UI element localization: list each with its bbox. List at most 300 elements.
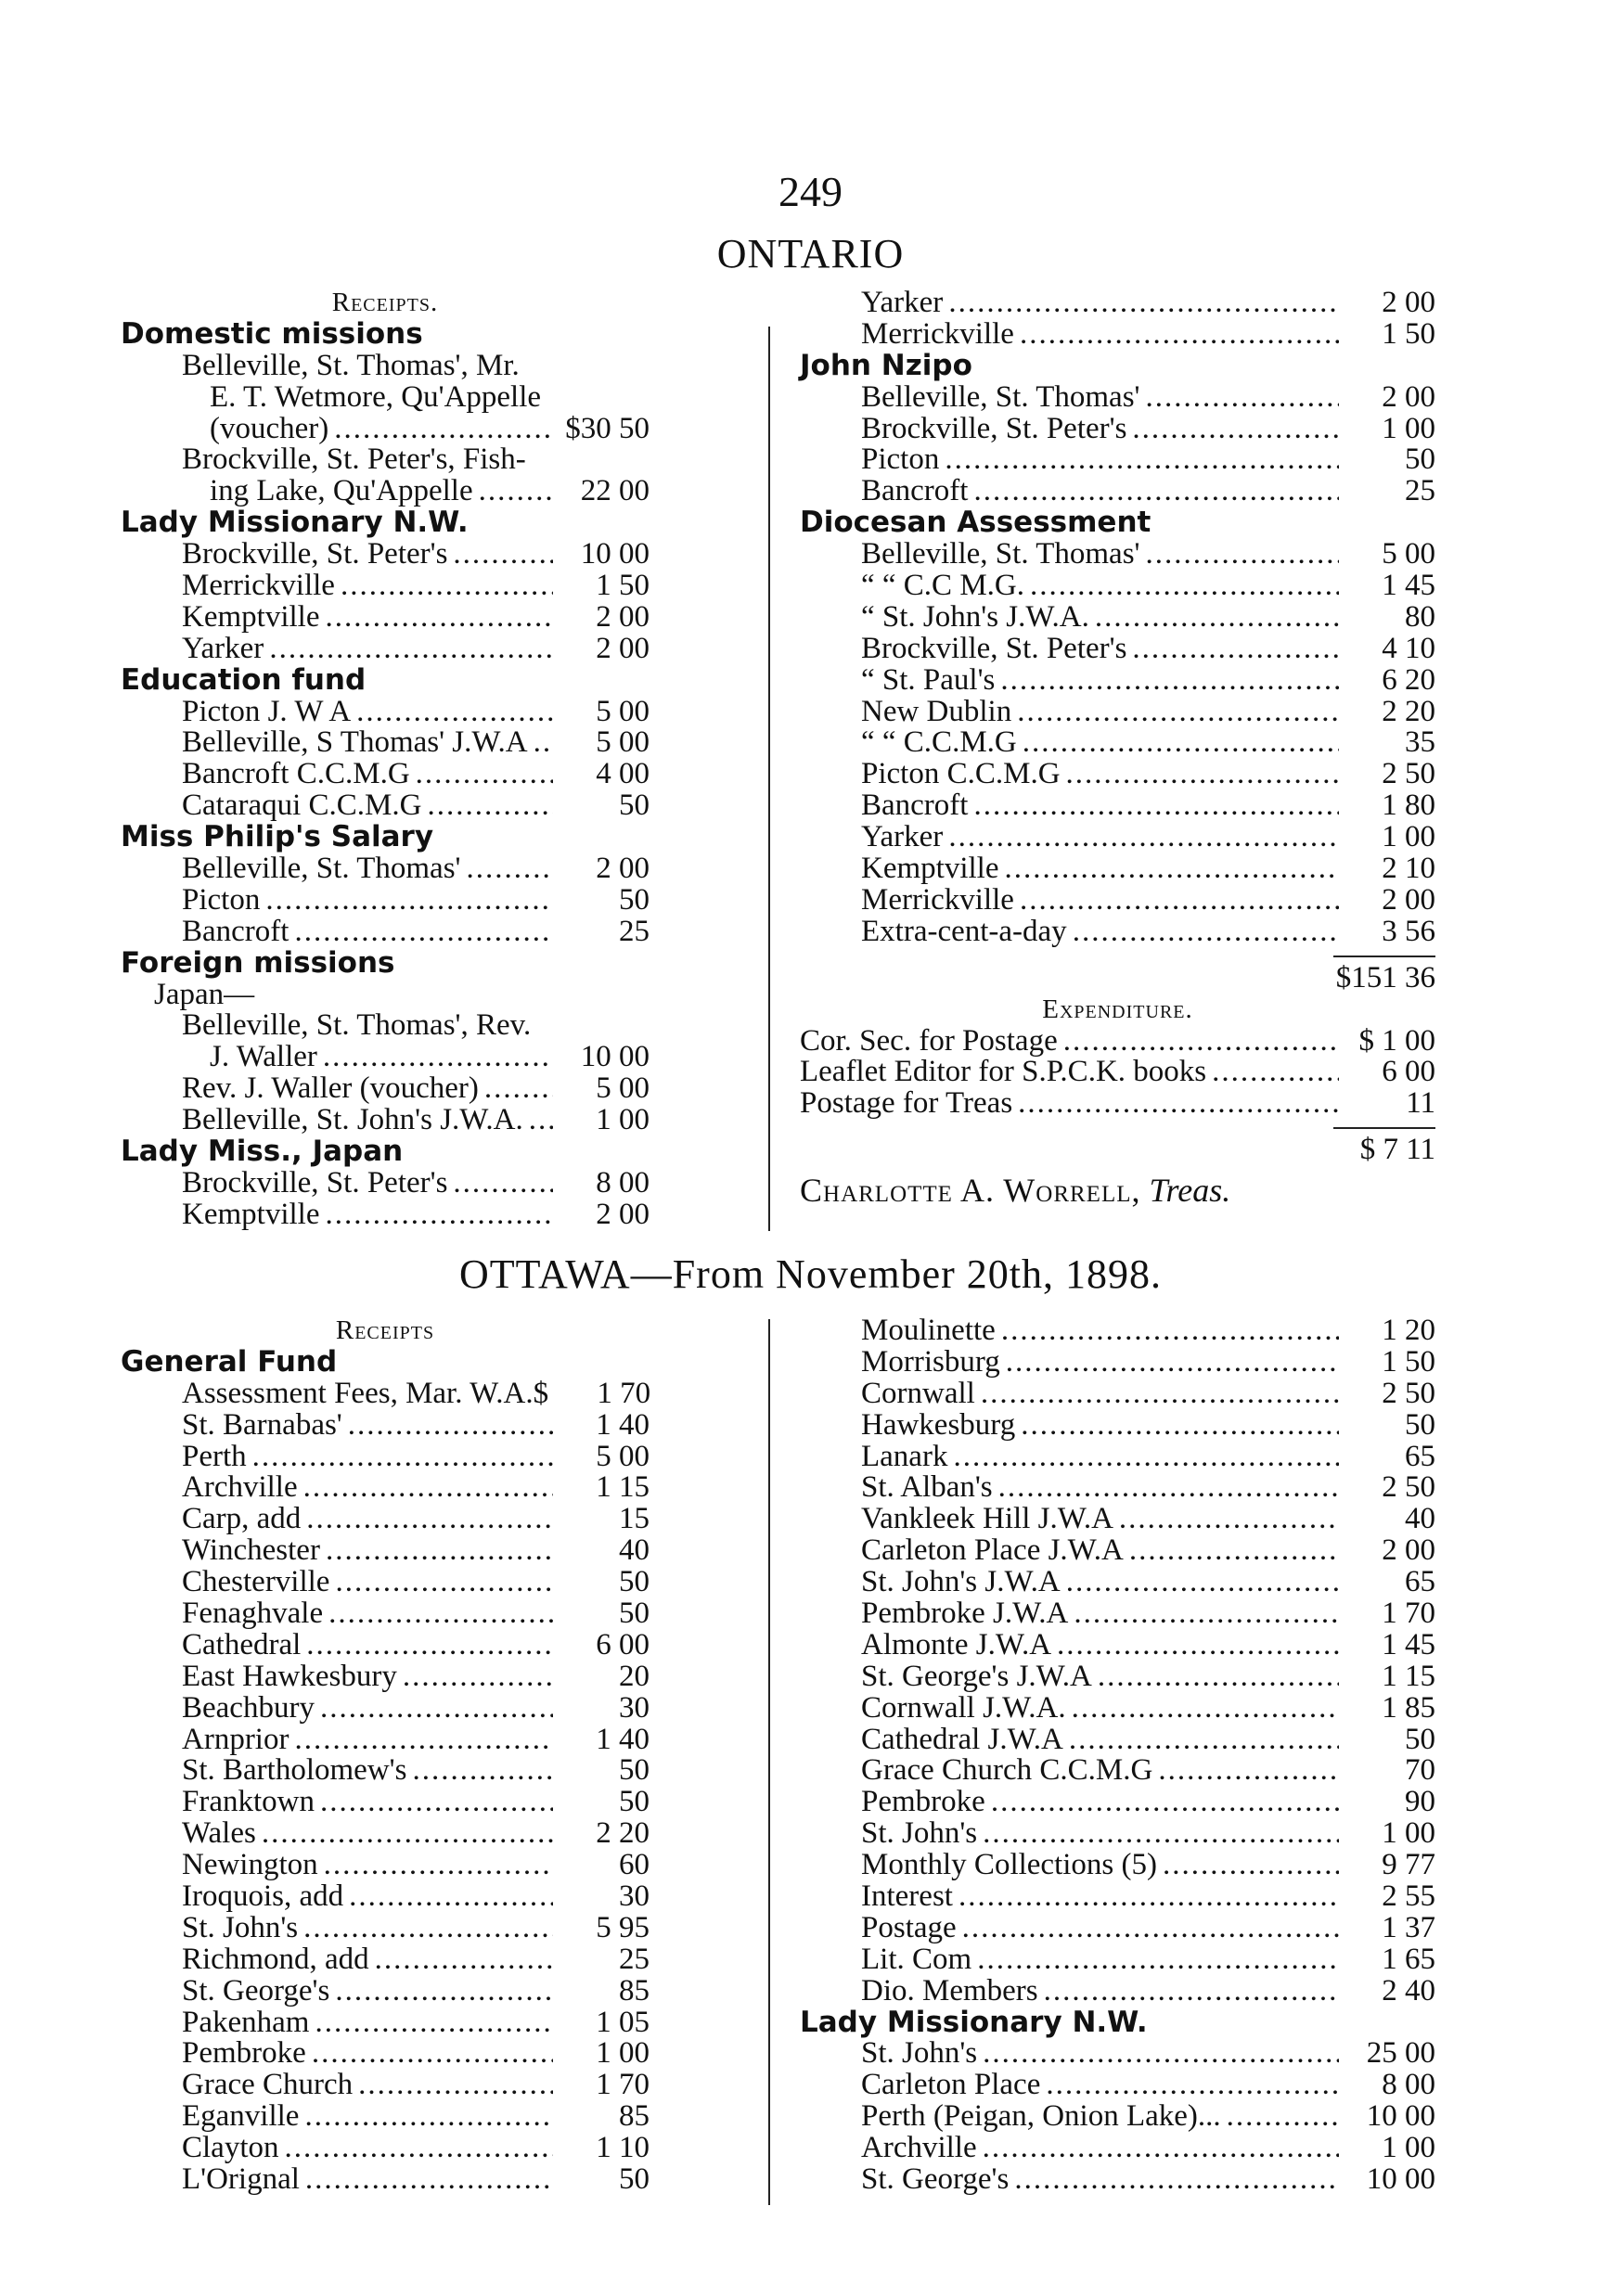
- entry-label: Fenaghvale: [182, 1597, 324, 1631]
- ledger-row: [121, 411, 650, 445]
- entry-label: Kemptville: [861, 852, 999, 886]
- leader-dots: [948, 822, 1339, 853]
- entry-label: Brockville, St. Peter's: [182, 537, 448, 571]
- ledger-row: [121, 1567, 650, 1598]
- entry-amount: 9 77: [1382, 1848, 1435, 1882]
- ledger-row: [800, 1567, 1435, 1598]
- leader-dots: [1132, 634, 1339, 665]
- leader-dots: [265, 885, 553, 917]
- entry-amount: 5 00: [596, 1071, 650, 1106]
- ledger-row: [800, 1850, 1435, 1881]
- entry-label: Franktown: [182, 1785, 315, 1819]
- ledger-row: [121, 2133, 650, 2164]
- ledger-row: [800, 1088, 1435, 1120]
- entry-amount: 1 45: [1382, 1627, 1435, 1661]
- ledger-row: [800, 1787, 1435, 1818]
- entry-label: Chesterville: [182, 1565, 330, 1599]
- ledger-row: [121, 1627, 650, 1661]
- leader-dots: [998, 1472, 1339, 1504]
- leader-dots: [356, 697, 553, 728]
- leader-dots: [334, 414, 553, 445]
- entry-label: Grace Church C.C.M.G: [861, 1753, 1153, 1788]
- entry-label: Brockville, St. Peter's: [861, 411, 1127, 445]
- ledger-row: [800, 759, 1435, 790]
- ledger-row: [121, 1787, 650, 1818]
- ledger-row: [800, 1376, 1435, 1410]
- leader-dots: [294, 1725, 553, 1756]
- entry-label: Cathedral: [182, 1627, 302, 1661]
- ledger-row: [121, 1755, 650, 1787]
- entry-label: Picton: [182, 882, 261, 917]
- leader-dots: [1004, 853, 1339, 885]
- leader-dots: [1072, 1693, 1339, 1725]
- ledger-row: [121, 1010, 650, 1042]
- ledger-row: [121, 571, 650, 602]
- ledger-row: [121, 1661, 650, 1693]
- entry-label: E. T. Wetmore, Qu'Appelle: [210, 379, 542, 414]
- entry-label: J. Waller: [210, 1040, 317, 1074]
- entry-amount: 1 80: [1382, 789, 1435, 823]
- entry-label: Almonte J.W.A: [861, 1627, 1052, 1661]
- ledger-row: [121, 599, 650, 634]
- entry-amount: 85: [619, 1973, 650, 2007]
- entry-amount: 15: [619, 1502, 650, 1536]
- entry-amount: 4 10: [1382, 631, 1435, 665]
- leader-dots: [1069, 1725, 1339, 1756]
- entry-amount: 1 65: [1382, 1942, 1435, 1976]
- total-block: [800, 1127, 1435, 1166]
- entry-amount: 25: [619, 1942, 650, 1976]
- ledger-row: [121, 694, 650, 728]
- entry-label: Pembroke J.W.A: [861, 1597, 1069, 1631]
- entry-label: Eganville: [182, 2099, 300, 2134]
- entry-amount: 8 00: [1382, 2068, 1435, 2102]
- entry-amount: 90: [1405, 1785, 1435, 1819]
- leader-dots: [1030, 571, 1339, 602]
- entry-amount: 1 40: [596, 1407, 650, 1442]
- ledger-row: [121, 759, 650, 790]
- entry-label: Pakenham: [182, 2005, 310, 2039]
- leader-dots: [983, 1818, 1339, 1850]
- entry-label: Carleton Place: [861, 2068, 1041, 2102]
- ledger-row: [800, 1023, 1435, 1058]
- section-title-ottawa: OTTAWA—From November 20th, 1898.: [459, 1251, 1162, 1297]
- ontario-receipts-column: [121, 288, 650, 1231]
- ledger-row: [800, 727, 1435, 759]
- entry-amount: 2 00: [596, 852, 650, 886]
- entry-label: Bancroft: [861, 474, 969, 508]
- ontario-left-list: [121, 316, 650, 1231]
- ledger-row: [800, 882, 1435, 917]
- ledger-row: [800, 1627, 1435, 1661]
- ledger-row: [800, 411, 1435, 445]
- leader-dots: [1074, 1598, 1339, 1630]
- entry-amount: 3 56: [1382, 914, 1435, 948]
- entry-label: Postage: [861, 1910, 957, 1944]
- entry-label: “ St. John's J.W.A.: [861, 599, 1089, 634]
- ledger-row: [121, 1722, 650, 1756]
- leader-dots: [529, 1105, 553, 1136]
- category-heading: Lady Missionary N.W.: [800, 2005, 1148, 2039]
- ledger-row: [121, 1439, 650, 1473]
- entry-label: Lit. Com: [861, 1942, 972, 1976]
- leader-dots: [1098, 1661, 1339, 1693]
- ledger-row: [800, 1344, 1435, 1379]
- entry-label: “ “ C.C.M.G: [861, 725, 1017, 760]
- entry-label: Cornwall: [861, 1376, 975, 1410]
- ledger-row: [800, 662, 1435, 697]
- leader-dots: [294, 917, 553, 948]
- entry-label: Yarker: [182, 631, 264, 665]
- entry-amount: 30: [619, 1879, 650, 1914]
- leader-dots: [320, 1787, 553, 1818]
- ledger-row: [121, 348, 650, 382]
- leader-dots: [1145, 382, 1339, 414]
- leader-dots: [1063, 1026, 1339, 1058]
- entry-label: St. Barnabas': [182, 1407, 342, 1442]
- entry-label: Arnprior: [182, 1722, 289, 1756]
- ledger-row: [121, 1850, 650, 1881]
- ledger-row: [121, 2038, 650, 2070]
- leader-dots: [1095, 602, 1339, 634]
- section-subheading: Expenditure.: [1042, 994, 1193, 1024]
- entry-amount: 1 00: [596, 1103, 650, 1137]
- leader-dots: [953, 1442, 1339, 1473]
- leader-dots: [304, 2101, 553, 2133]
- entry-label: (voucher): [210, 411, 329, 445]
- entry-amount: 50: [1405, 1407, 1435, 1442]
- entry-amount: 1 00: [1382, 411, 1435, 445]
- entry-amount: 1 50: [596, 569, 650, 603]
- leader-dots: [958, 1881, 1339, 1913]
- entry-amount: 1 70: [1382, 1597, 1435, 1631]
- ledger-row: [121, 790, 650, 822]
- entry-amount: 60: [619, 1848, 650, 1882]
- ledger-row: [121, 1535, 650, 1567]
- ledger-row: [121, 1944, 650, 1976]
- entry-label: Japan—: [154, 977, 255, 1011]
- leader-dots: [416, 759, 553, 790]
- entry-amount: 1 00: [596, 2036, 650, 2071]
- leader-dots: [325, 1199, 553, 1231]
- ledger-row: [121, 1881, 650, 1913]
- treasurer-role: Treas.: [1149, 1172, 1231, 1210]
- entry-amount: 85: [619, 2099, 650, 2134]
- leader-dots: [303, 1472, 553, 1504]
- leader-dots: [305, 2164, 553, 2196]
- entry-label: Archville: [182, 1470, 298, 1505]
- leader-dots: [1014, 2164, 1339, 2196]
- leader-dots: [1021, 1410, 1339, 1442]
- entry-label: Picton C.C.M.G: [861, 757, 1061, 791]
- entry-label: Belleville, S Thomas' J.W.A: [182, 725, 528, 760]
- leader-dots: [335, 1976, 553, 2007]
- ledger-row: [800, 2164, 1435, 2196]
- ontario-right-list: [800, 288, 1435, 1166]
- entry-amount: 50: [619, 789, 650, 823]
- entry-amount: 5 00: [1382, 537, 1435, 571]
- entry-amount: 5 00: [596, 694, 650, 728]
- entry-label: New Dublin: [861, 694, 1012, 728]
- leader-dots: [453, 539, 553, 571]
- ledger-row: [800, 1881, 1435, 1913]
- column-divider-ottawa: [768, 1319, 770, 2205]
- entry-amount: 8 00: [596, 1165, 650, 1199]
- leader-dots: [453, 1168, 553, 1199]
- entry-amount: 25: [619, 914, 650, 948]
- ledger-row: [800, 1407, 1435, 1442]
- entry-amount: 1 70: [596, 2068, 650, 2102]
- entry-label: Brockville, St. Peter's: [861, 631, 1127, 665]
- ledger-row: [800, 1755, 1435, 1787]
- leader-dots: [349, 1881, 553, 1913]
- entry-label: Richmond, add: [182, 1942, 369, 1976]
- leader-dots: [358, 2070, 553, 2101]
- entry-label: St. Bartholomew's: [182, 1753, 407, 1788]
- ledger-row: [800, 379, 1435, 414]
- treasurer-signature: [800, 1166, 1435, 1214]
- ledger-row: [800, 1504, 1435, 1535]
- entry-amount: 1 37: [1382, 1910, 1435, 1944]
- leader-dots: [1129, 1535, 1339, 1567]
- entry-label: St. George's: [861, 2162, 1010, 2197]
- ledger-row: [800, 853, 1435, 885]
- leader-dots: [1044, 1976, 1339, 2007]
- ledger-row: [121, 1910, 650, 1944]
- leader-dots: [326, 1535, 553, 1567]
- leader-dots: [341, 571, 553, 602]
- leader-dots: [427, 790, 553, 822]
- entry-label: Picton: [861, 443, 940, 477]
- entry-amount: 2 10: [1382, 852, 1435, 886]
- entry-amount: 1 15: [1382, 1659, 1435, 1693]
- leader-dots: [348, 1410, 553, 1442]
- entry-label: Belleville, St. Thomas', Mr.: [182, 348, 520, 382]
- ontario-right-column: [800, 288, 1435, 1214]
- entry-amount: 2 55: [1382, 1879, 1435, 1914]
- ottawa-receipts-column: [121, 1315, 650, 2196]
- entry-amount: 6 20: [1382, 662, 1435, 697]
- entry-amount: 50: [619, 2162, 650, 2197]
- entry-amount: 1 45: [1382, 569, 1435, 603]
- entry-amount: 10 00: [1366, 2162, 1435, 2197]
- entry-label: Brockville, St. Peter's, Fish-: [182, 443, 526, 477]
- entry-label: Kemptville: [182, 599, 320, 634]
- leader-dots: [375, 1944, 553, 1976]
- leader-dots: [1020, 319, 1339, 351]
- entry-label: Belleville, St. Thomas', Rev.: [182, 1008, 532, 1043]
- leader-dots: [534, 727, 553, 759]
- leader-dots: [1066, 759, 1339, 790]
- ledger-row: [121, 1042, 650, 1073]
- ledger-row: [800, 1910, 1435, 1944]
- entry-label: Wales: [182, 1816, 256, 1851]
- entry-amount: 2 20: [1382, 694, 1435, 728]
- leader-dots: [335, 1567, 553, 1598]
- leader-dots: [983, 2133, 1339, 2164]
- entry-label: Monthly Collections (5): [861, 1848, 1157, 1882]
- receipts-heading-ottawa: Receipts: [335, 1315, 435, 1345]
- entry-amount: 5 00: [596, 725, 650, 760]
- entry-label: Iroquois, add: [182, 1879, 344, 1914]
- entry-amount: 5 00: [596, 1439, 650, 1473]
- category-heading: Miss Philip's Salary: [121, 820, 434, 854]
- entry-amount: $ 1 00: [1358, 1023, 1435, 1058]
- ledger-row: [800, 2101, 1435, 2133]
- leader-dots: [981, 1379, 1339, 1410]
- ledger-row: [121, 2101, 650, 2133]
- leader-dots: [1073, 917, 1339, 948]
- entry-amount: 1 05: [596, 2005, 650, 2039]
- entry-label: St. John's: [861, 1816, 978, 1851]
- total-amount: $151 36: [1335, 960, 1435, 994]
- entry-amount: 1 15: [596, 1470, 650, 1505]
- entry-label: Bancroft: [182, 914, 289, 948]
- ledger-row: [121, 977, 650, 1011]
- leader-dots: [306, 1630, 553, 1661]
- ledger-row: [800, 2070, 1435, 2101]
- entry-amount: 2 00: [1382, 1533, 1435, 1568]
- entry-amount: 1 50: [1382, 1344, 1435, 1379]
- entry-amount: 2 00: [596, 599, 650, 634]
- entry-amount: 10 00: [580, 537, 650, 571]
- entry-label: Moulinette: [861, 1314, 996, 1347]
- page-number: 249: [778, 168, 843, 215]
- entry-amount: 50: [619, 1785, 650, 1819]
- leader-dots: [269, 634, 553, 665]
- ledger-row: [121, 1472, 650, 1504]
- leader-dots: [306, 1504, 553, 1535]
- ledger-row: [121, 1973, 650, 2007]
- entry-label: Newington: [182, 1848, 318, 1882]
- leader-dots: [412, 1755, 553, 1787]
- ledger-row: [800, 1472, 1435, 1504]
- entry-label: St. John's: [182, 1910, 299, 1944]
- category-heading: Lady Miss., Japan: [121, 1135, 404, 1169]
- ledger-row: [121, 1165, 650, 1199]
- entry-label: Lanark: [861, 1439, 948, 1473]
- entry-amount: 70: [1405, 1753, 1435, 1788]
- entry-amount: 40: [619, 1533, 650, 1568]
- leader-dots: [325, 602, 553, 634]
- entry-label: Carp, add: [182, 1502, 302, 1536]
- ottawa-right-column: [800, 1315, 1435, 2196]
- ledger-row: [800, 694, 1435, 728]
- entry-label: Archville: [861, 2131, 977, 2165]
- category-heading: Foreign missions: [121, 945, 395, 980]
- leader-dots: [977, 1944, 1339, 1976]
- entry-label: Belleville, St. John's J.W.A.: [182, 1103, 523, 1137]
- entry-amount: 50: [1405, 1722, 1435, 1756]
- entry-label: Picton J. W A: [182, 694, 352, 728]
- entry-label: “ “ C.C M.G.: [861, 569, 1024, 603]
- leader-dots: [1017, 697, 1339, 728]
- ledger-row: [800, 1598, 1435, 1630]
- ledger-row: [121, 444, 650, 476]
- treasurer-name: Charlotte A. Worrell,: [800, 1172, 1141, 1210]
- entry-label: Belleville, St. Thomas': [182, 852, 461, 886]
- entry-amount: 1 50: [1382, 316, 1435, 351]
- section-title-ontario: ONTARIO: [716, 231, 905, 276]
- entry-label: Bancroft: [861, 789, 969, 823]
- entry-label: St. Alban's: [861, 1470, 993, 1505]
- ledger-row: [800, 631, 1435, 665]
- ledger-row: [121, 882, 650, 917]
- entry-label: Extra-cent-a-day: [861, 914, 1067, 948]
- ledger-row: [121, 1598, 650, 1630]
- entry-amount: 1 20: [1382, 1314, 1435, 1347]
- category-heading: Lady Missionary N.W.: [121, 506, 469, 540]
- ledger-row: [121, 379, 650, 414]
- ledger-row: [121, 2070, 650, 2101]
- leader-dots: [1066, 1567, 1339, 1598]
- leader-dots: [945, 444, 1339, 476]
- category-heading: Domestic missions: [121, 316, 423, 351]
- leader-dots: [1163, 1850, 1339, 1881]
- ledger-row: [121, 476, 650, 507]
- ledger-row: [800, 2133, 1435, 2164]
- category-heading: Education fund: [121, 662, 367, 697]
- ledger-row: [800, 571, 1435, 602]
- entry-amount: 10 00: [1366, 2099, 1435, 2134]
- receipts-heading: Receipts.: [331, 288, 439, 317]
- entry-label: Hawkesburg: [861, 1407, 1016, 1442]
- entry-amount: 6 00: [596, 1627, 650, 1661]
- leader-dots: [991, 1787, 1339, 1818]
- entry-label: Interest: [861, 1879, 953, 1914]
- entry-amount: 10 00: [580, 1040, 650, 1074]
- entry-amount: 2 50: [1382, 1470, 1435, 1505]
- ledger-row: [800, 1661, 1435, 1693]
- ledger-row: [800, 539, 1435, 571]
- column-divider: [768, 327, 770, 1231]
- ledger-row: [800, 288, 1435, 319]
- entry-label: Beachbury: [182, 1690, 315, 1725]
- ledger-row: [121, 2007, 650, 2039]
- entry-label: Grace Church: [182, 2068, 354, 2102]
- ledger-row: [800, 444, 1435, 476]
- entry-label: Rev. J. Waller (voucher): [182, 1071, 479, 1106]
- entry-label: Leaflet Editor for S.P.C.K. books: [800, 1055, 1207, 1089]
- leader-dots: [948, 288, 1339, 319]
- entry-amount: 20: [619, 1659, 650, 1693]
- entry-amount: 2 00: [1382, 379, 1435, 414]
- leader-dots: [1145, 539, 1339, 571]
- leader-dots: [324, 1850, 553, 1881]
- entry-amount: 80: [1405, 599, 1435, 634]
- ledger-row: [800, 1722, 1435, 1756]
- entry-amount: 11: [1406, 1086, 1435, 1121]
- leader-dots: [252, 1442, 553, 1473]
- leader-dots: [1132, 414, 1339, 445]
- entry-amount: 35: [1405, 725, 1435, 760]
- entry-amount: 2 50: [1382, 757, 1435, 791]
- entry-amount: 2 00: [596, 1197, 650, 1231]
- entry-amount: 2 00: [596, 631, 650, 665]
- ledger-row: [121, 1105, 650, 1136]
- leader-dots: [1119, 1504, 1339, 1535]
- entry-amount: 1 00: [1382, 820, 1435, 854]
- entry-label: Perth (Peigan, Onion Lake)...: [861, 2099, 1221, 2134]
- entry-label: Dio. Members: [861, 1973, 1038, 2007]
- entry-amount: 22 00: [580, 474, 650, 508]
- entry-amount: 1 40: [596, 1722, 650, 1756]
- entry-amount: 2 50: [1382, 1376, 1435, 1410]
- leader-dots: [1020, 885, 1339, 917]
- entry-label: Merrickville: [861, 316, 1014, 351]
- entry-amount: 50: [619, 1753, 650, 1788]
- ledger-row: [800, 1818, 1435, 1850]
